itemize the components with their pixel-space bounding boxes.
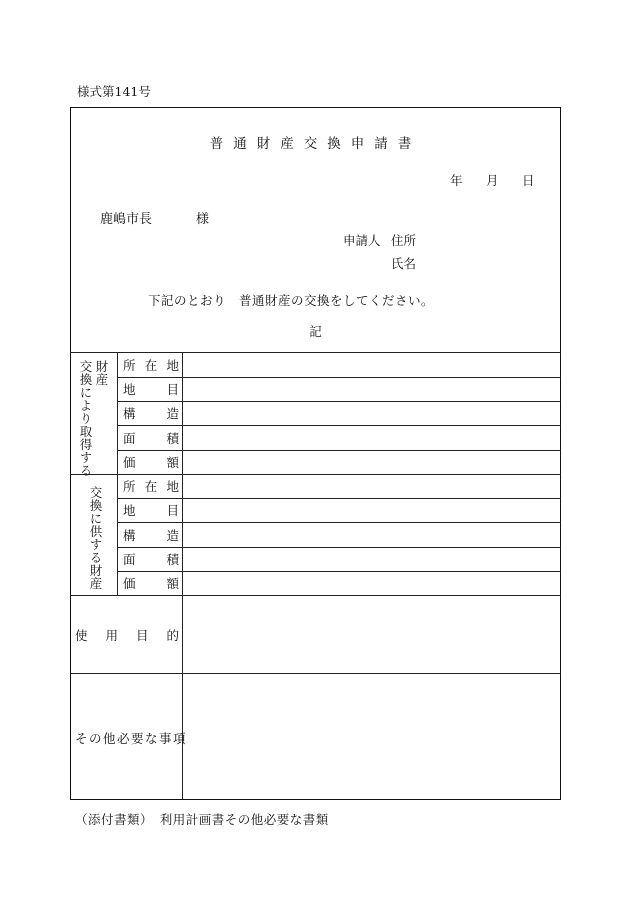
attachments-note: （添付書類） 利用計画書その他必要な書類 (75, 812, 329, 827)
row-divider (118, 522, 561, 523)
acquire-section-label-line2: 交換により取得する (78, 360, 93, 477)
section-divider (70, 595, 561, 596)
date-day-label: 日 (522, 173, 535, 188)
honorific: 様 (196, 212, 210, 227)
acquire-land-category-label: 地 目 (123, 382, 179, 397)
acquire-section-label-line1: 財産 (94, 360, 109, 386)
row-divider (118, 377, 561, 378)
provide-section-label: 交換に供する財産 (88, 486, 103, 590)
form-number: 様式第141号 (77, 84, 151, 99)
purpose-label: 使 用 目 的 (75, 628, 179, 643)
applicant-label: 申請人 (343, 233, 381, 248)
date-month-label: 月 (486, 173, 499, 188)
provide-location-label: 所 在 地 (123, 479, 179, 494)
address-label: 住所 (391, 233, 417, 248)
row-divider (118, 401, 561, 402)
addressee: 鹿嶋市長 (100, 212, 153, 227)
section-divider (70, 673, 561, 674)
provide-land-category-label: 地 目 (123, 503, 179, 518)
request-text: 下記のとおり 普通財産の交換をしてください。 (148, 293, 435, 308)
provide-structure-label: 構 造 (123, 528, 179, 543)
acquire-area-label: 面 積 (123, 431, 179, 446)
form-title: 普通財産交換申請書 (209, 136, 422, 152)
provide-area-label: 面 積 (123, 552, 179, 567)
date-year-label: 年 (450, 173, 463, 188)
other-matters-label: その他必要な事項 (75, 731, 188, 746)
acquire-value-label: 価 額 (123, 455, 179, 470)
provide-value-label: 価 額 (123, 576, 179, 591)
row-divider (118, 498, 561, 499)
acquire-location-label: 所 在 地 (123, 358, 179, 373)
acquire-structure-label: 構 造 (123, 406, 179, 421)
row-divider (118, 547, 561, 548)
name-label: 氏名 (391, 256, 417, 271)
row-divider (118, 450, 561, 451)
row-divider (118, 571, 561, 572)
record-mark: 記 (309, 324, 322, 339)
row-divider (118, 425, 561, 426)
